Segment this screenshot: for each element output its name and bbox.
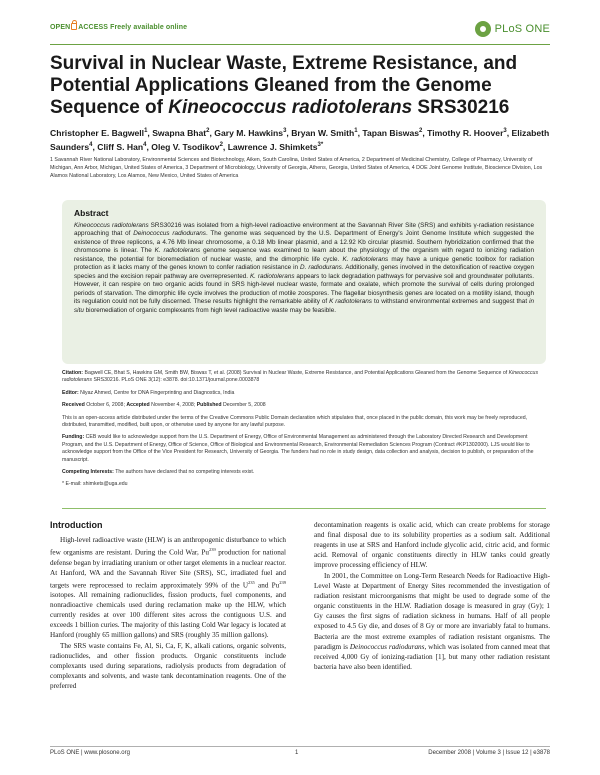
author-list [50, 125, 550, 154]
author: Swapna Bhat$^2$, [152, 127, 215, 138]
paragraph: High-level radioactive waste (HLW) is an anthropogenic disturbance to which few organisms are resistant. During the Cold War, Pu$^{239}$ production for national defense began by irradiating uranium or other target elements in a nuclear reactor. At Hanford, WA and the Savannah River Site (SRS), SC, irradiated fuel and targets were reprocessed to reclaim approximately 99% of the $U^{235}$ and Pu$^{239}$ isotopes. All remaining radionuclides, fission products, fuel components, and nonradioactive chemicals used during reclamation make up the HLW, which currently resides at over 100 different sites across the contiguous U.S. and exceeds 1 billion curies. The majority of this lasting Cold War legacy is located at Hanford (roughly 65 million gallons) and SRS (roughly 35 million gallons). [50, 536, 287, 640]
footer-divider [50, 746, 550, 747]
author: Timothy R. Hoover$^3$, [427, 127, 512, 138]
footer-issue: December 2008 | Volume 3 | Issue 12 | e3878 [428, 750, 550, 756]
metadata-divider [62, 508, 546, 509]
author: Tapan Biswas$^2$, [362, 127, 428, 138]
affiliations: 1 Savannah River National Laboratory, Environmental Sciences and Biotechnology, Aiken, South Carolina, United States of America, 2 Department of Medicinal Chemistry, College of Pharmacy, University of Michigan, Ann Arbor, Michigan, United States of America, 3 Department of Microbiology, University of Georgia, Athens, Georgia, United States of America, 4 DOE Joint Genome Institute, Bioscience Division, Los Alamos National Laboratory, Los Alamos, New Mexico, United States of America [50, 157, 543, 180]
abstract-box [62, 200, 546, 364]
author: Cliff S. Han$^4$, [97, 142, 152, 153]
article-title: Survival in Nuclear Waste, Extreme Resistance, and Potential Applications Gleaned from the Genome Sequence of Kineococcus radiotolerans SRS30216 [50, 53, 518, 118]
header-divider [50, 44, 550, 45]
plos-logo-icon [475, 21, 491, 37]
editor: Editor: Niyaz Ahmed, Centre for DNA Fingerprinting and Diagnostics, India [62, 389, 235, 396]
abstract-heading: Abstract [74, 208, 109, 218]
citation: Citation: Bagwell CE, Bhat S, Hawkins GM, Smith BW, Biswas T, et al. (2008) Survival in Nuclear Waste, Extreme Resistance, and Potential Applications Gleaned from the Genome Sequence of Kineococcus radiotolerans SRS30216. PLoS ONE 3(12): e3878. doi:10.1371/journal.pone.0003878 [62, 370, 539, 384]
dates: Received October 6, 2008; Accepted November 4, 2008; Published December 5, 2008 [62, 402, 266, 409]
section-heading-introduction: Introduction [50, 520, 103, 530]
abstract-text: Kineococcus radiotolerans SRS30216 was isolated from a high-level radioactive environment at the Savannah River Site (SRS) and exhibits γ-radiation resistance approaching that of Deinococcus radiodurans. The genome was sequenced by the U.S. Department of Energy's Joint Genome Institute which suggested the existence of three replicons, a 4.76 Mb linear chromosome, a 0.18 Mb linear plasmid, and a 12.92 Kb circular plasmid. Southern hybridization confirmed that the chromosome is linear. The K. radiotolerans genome sequence was examined to learn about the physiology of the organism with regard to ionizing radiation resistance, the potential for bioremediation of nuclear waste, and the dimorphic life cycle. K. radiotolerans may have a unique genetic toolbox for radiation protection as it lacks many of the genes known to confer radiation resistance in D. radiodurans. Additionally, genes involved in the detoxification of reactive oxygen species and the excision repair pathway are overrepresented. K. radiotolerans appears to lack degradation pathways for pervasive soil and groundwater pollutants. However, it can respire on two organic acids found in SRS high-level nuclear waste, formate and oxalate, which promote the survival of cells during prolonged periods of starvation. The dimorphic life cycle involves the production of motile zoospores. The flagellar biosynthesis genes are located on a motility island, though its regulation could not be fully discerned. These results highlight the remarkable ability of K radiotolerans to withstand environmental extremes and suggest that in situ bioremediation of organic complexants from high level radioactive waste may be feasible. [74, 222, 535, 314]
plos-one-logo [475, 18, 550, 40]
email: * E-mail: shimkets@uga.edu [62, 481, 128, 488]
author: Elizabeth Saunders$^4$, [50, 127, 550, 153]
author: Lawrence J. Shimkets$^{3*}$ [227, 142, 324, 153]
open-access-lock-icon [71, 23, 77, 30]
footer-journal: PLoS ONE | www.plosone.org [50, 750, 130, 756]
paragraph: In 2001, the Committee on Long-Term Research Needs for Radioactive High-Level Waste at Department of Energy Sites recommended the investigation of radiation resistant microorganisms that might be used to degrade some of the organic constituents in the HLW. Radiation dosage is measured in gray (Gy); 1 Gy causes the first signs of radiation sickness in humans. Half of all people exposed to 4.5 Gy die, and doses of 8 Gy or more are invariably fatal to humans. Bacteria are the most extreme examples of radiation resistant organisms. The paradigm is Deinococcus radiodurans, which was isolated from canned meat that received 4,000 Gy of ionizing-radiation [1], but many other radiation resistant bacteria have also been identified. [314, 572, 550, 671]
author: Christopher E. Bagwell$^1$, [50, 127, 153, 138]
author: Gary M. Hawkins$^3$, [214, 127, 292, 138]
article-metadata [62, 370, 546, 494]
body-column-right [314, 520, 550, 672]
open-access-banner: OPEN ACCESS Freely available online [50, 24, 188, 31]
paragraph: The SRS waste contains Fe, Al, Si, Ca, F, K, alkali cations, organic solvents, radionuclides, and other fission products. Organic constituents include complexants used during separations, radiolysis products from degradation of complexants and solvents, and waste tank decontamination reagents. One of the preferred [50, 642, 286, 691]
license: This is an open-access article distributed under the terms of the Creative Commons Public Domain declaration which stipulates that, once placed in the public domain, this work may be freely reproduced, distributed, transmitted, modified, built upon, or otherwise used by anyone for any lawful purpose. [62, 414, 528, 429]
author: Bryan W. Smith$^1$, [291, 127, 363, 138]
page-number: 1 [295, 750, 299, 756]
author: Oleg V. Tsodikov$^2$, [151, 142, 228, 153]
funding: Funding: CEB would like to acknowledge support from the U.S. Department of Energy, Office of Environmental Management as administered through the Laboratory Directed Research and Development Program, and the U.S. Department of Energy, Office of Science, Office of Biological and Environmental Research, Environmental Remediation Sciences Program (Contract #KP1302000). LJS would like to acknowledge support from the Office of the Vice President for Research, University of Georgia. The funders had no role in study design, data collection and analysis, decision to publish, or preparation of the manuscript. [62, 434, 534, 463]
competing-interests: Competing Interests: The authors have declared that no competing interests exist. [62, 469, 255, 476]
journal-name: PLoS ONE [494, 23, 550, 35]
journal-header [50, 18, 550, 40]
page-footer [50, 750, 550, 762]
email-link[interactable]: shimkets@uga.edu [81, 481, 128, 488]
paragraph: decontamination reagents is oxalic acid, which can create problems for storage and final disposal due to its solubility properties as a sodium salt. Additional reagents in use at SRS and Hanford include glycolic acid, citric acid, and formic acid. Removal of organic constituents directly in HLW tanks could greatly improve processing efficiency of HLW. [314, 521, 550, 570]
body-column-left [50, 520, 286, 692]
